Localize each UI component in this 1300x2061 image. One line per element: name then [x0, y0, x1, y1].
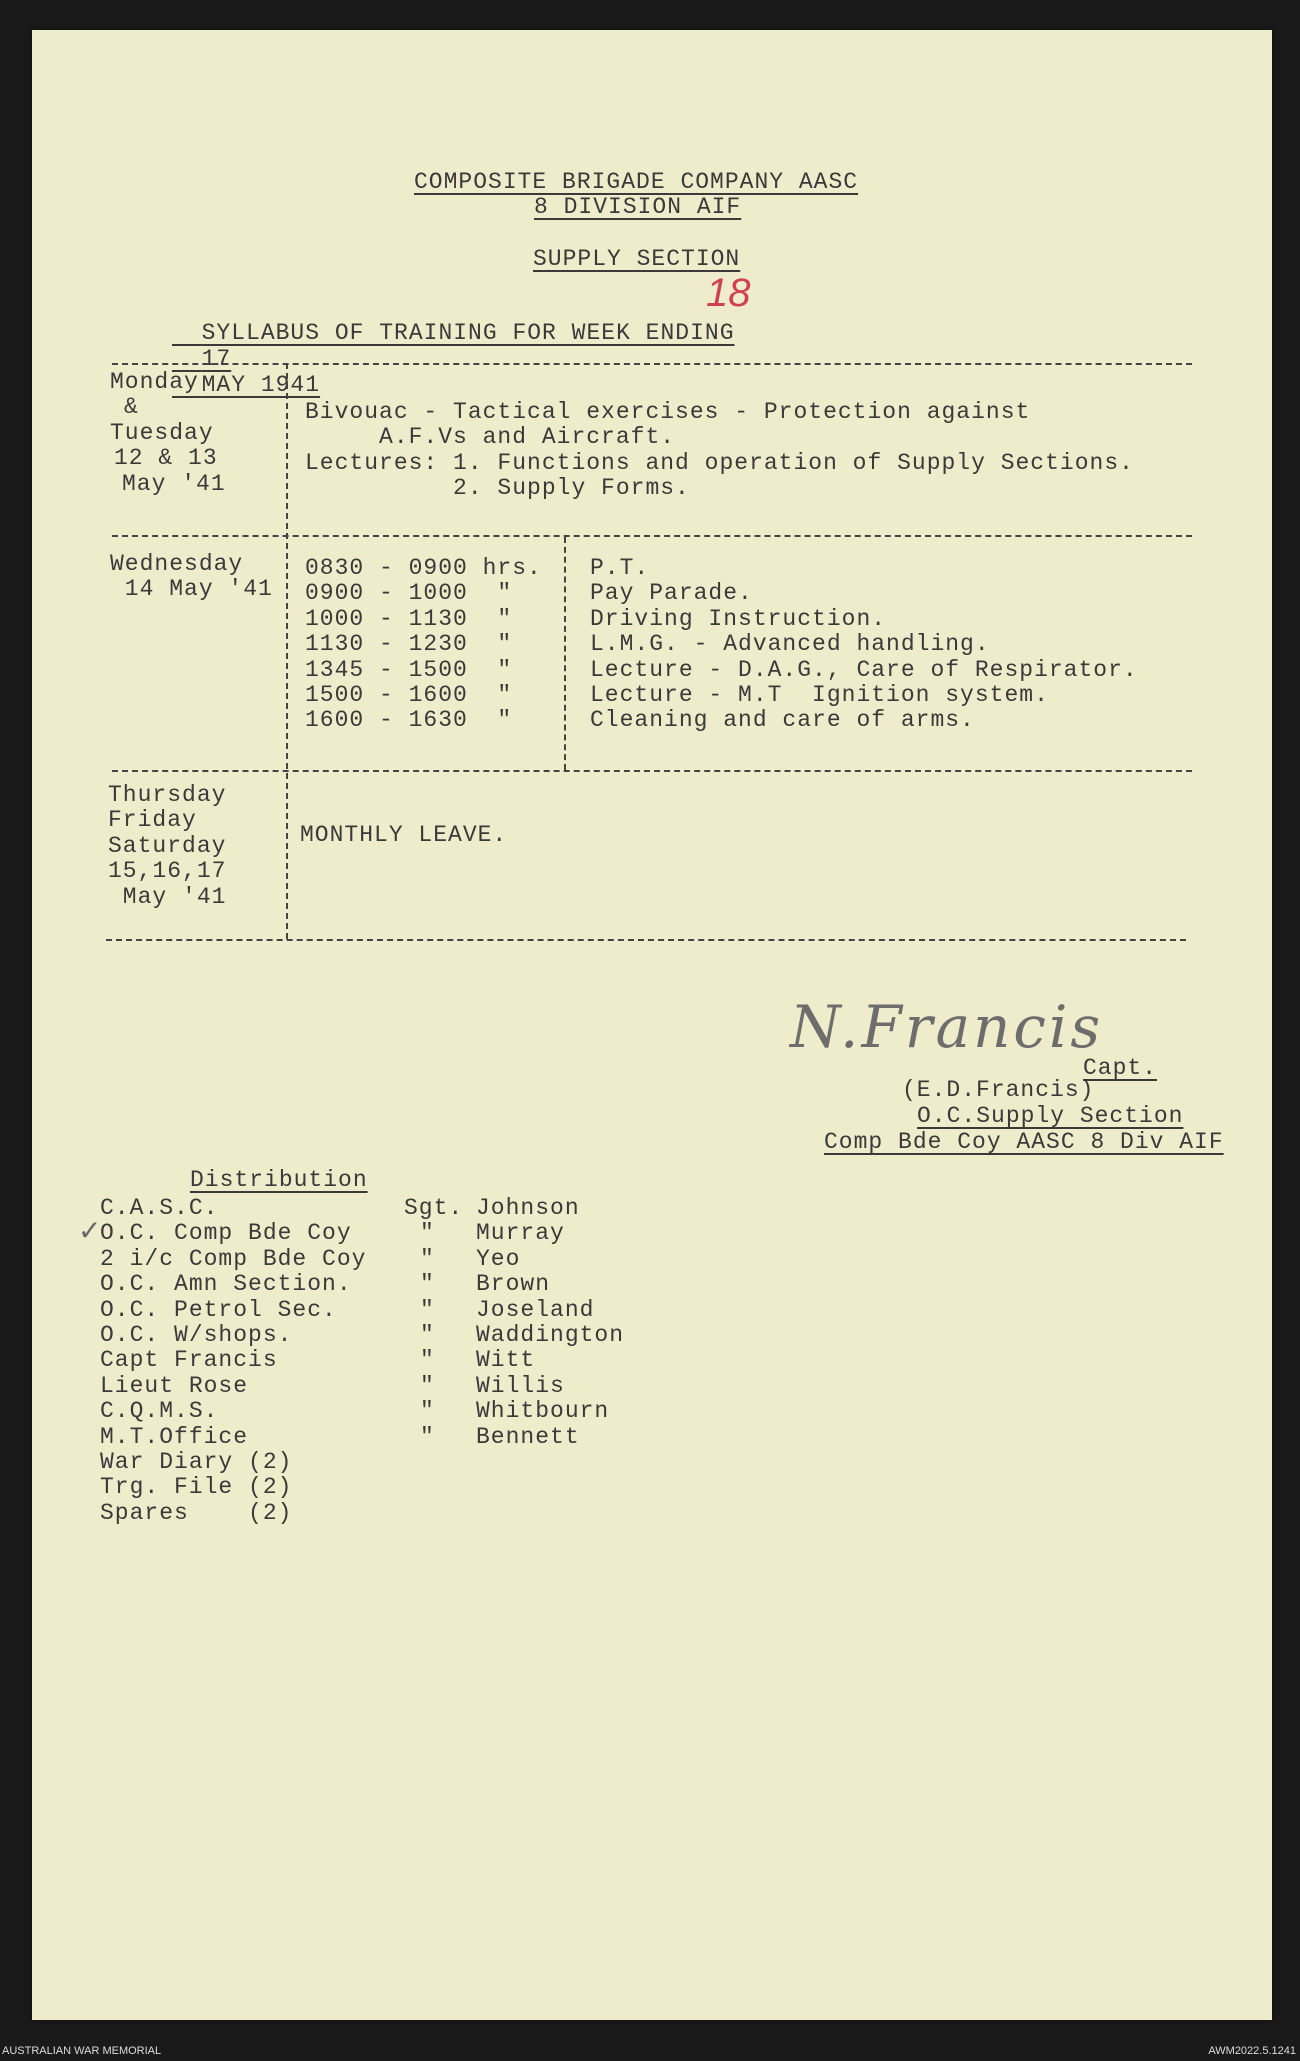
row3-monthly-leave: MONTHLY LEAVE.	[300, 822, 508, 848]
list-item: O.C. Amn Section.	[100, 1271, 352, 1298]
heading-division: 8 DIVISION AIF	[534, 194, 742, 220]
table-rule-1	[112, 535, 1192, 537]
row1-activities: Bivouac - Tactical exercises - Protection against A.F.Vs and Aircraft. Lectures: 1. Functions and operation of Supply Sections. 2. Supply Forms.	[305, 399, 1134, 502]
list-item: Trg. File (2)	[100, 1474, 293, 1501]
distribution-mid-list: Sgt. " " " " " " " " "	[404, 1195, 464, 1450]
handwritten-signature: N.Francis	[790, 993, 1104, 1061]
row2-days: Wednesday 14 May '41	[110, 551, 273, 603]
list-item: M.T.Office	[100, 1423, 249, 1450]
syllabus-suffix: MAY 1941	[201, 372, 321, 398]
list-item: Lieut Rose	[100, 1372, 249, 1399]
handwritten-date: 18	[706, 271, 751, 315]
list-item: Spares (2)	[100, 1499, 293, 1526]
footer-accession: AWM2022.5.1241	[1208, 2045, 1296, 2057]
list-item: O.C. W/shops.	[100, 1322, 293, 1349]
list-item: O.C. Comp Bde Coy	[100, 1220, 352, 1247]
list-item: 2 i/c Comp Bde Coy	[100, 1245, 367, 1272]
signature-appointment: O.C.Supply Section	[917, 1103, 1184, 1129]
table-divider-days	[286, 363, 288, 939]
heading-section: SUPPLY SECTION	[533, 246, 741, 272]
signature-unit: Comp Bde Coy AASC 8 Div AIF	[824, 1129, 1224, 1155]
heading-unit: COMPOSITE BRIGADE COMPANY AASC	[414, 169, 859, 195]
syllabus-title	[172, 294, 735, 398]
table-rule-2	[112, 770, 1192, 772]
row2-activities: P.T. Pay Parade. Driving Instruction. L.M.G. - Advanced handling. Lecture - D.A.G., Care of Respirator. Lecture - M.T Ignition system. Cleaning and care of arms.	[590, 555, 1138, 734]
distribution-title: Distribution	[190, 1167, 368, 1193]
distribution-right-list: Johnson Murray Yeo Brown Joseland Waddington Witt Willis Whitbourn Bennett	[476, 1195, 625, 1450]
list-item: C.Q.M.S.	[100, 1398, 219, 1425]
row2-times: 0830 - 0900 hrs. 0900 - 1000 " 1000 - 1130 " 1130 - 1230 " 1345 - 1500 " 1500 - 1600 " 1600 - 1630 "	[305, 555, 542, 734]
syllabus-prefix: SYLLABUS OF TRAINING FOR WEEK ENDING	[201, 320, 735, 346]
footer-institution: AUSTRALIAN WAR MEMORIAL	[2, 2045, 162, 2057]
list-item: War Diary (2)	[100, 1449, 293, 1476]
distribution-left-list	[100, 1196, 366, 1526]
row1-days: Monday & Tuesday 12 & 13 May '41	[110, 369, 226, 497]
signature-rank: Capt.	[1083, 1055, 1158, 1081]
row3-days: Thursday Friday Saturday 15,16,17 May '41	[108, 782, 227, 910]
table-divider-times	[564, 537, 566, 770]
list-item: O.C. Petrol Sec.	[100, 1296, 337, 1323]
list-item: Capt Francis	[100, 1347, 278, 1374]
syllabus-date-struck: 17	[201, 346, 232, 372]
signature-name: (E.D.Francis)	[902, 1077, 1095, 1103]
table-rule-top	[112, 363, 1192, 365]
table-rule-bottom	[106, 939, 1186, 941]
tick-mark-icon: ✓	[78, 1214, 102, 1247]
list-item: C.A.S.C.	[100, 1195, 219, 1221]
